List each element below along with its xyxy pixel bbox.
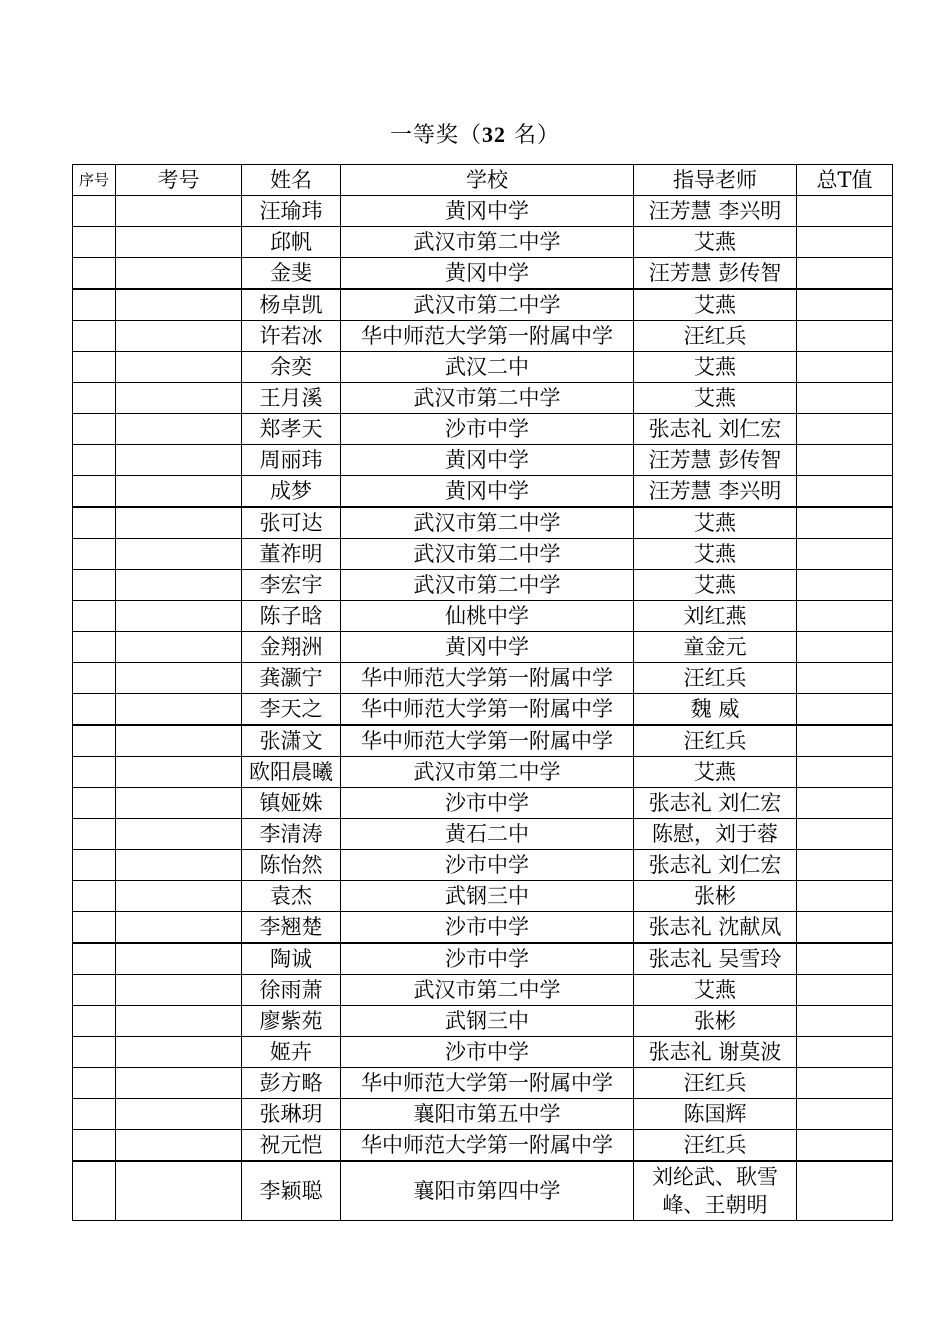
cell-name: 张可达 [242, 507, 341, 539]
table-row [73, 570, 893, 601]
cell-name: 廖紫苑 [242, 1006, 341, 1037]
table-row [73, 1161, 893, 1221]
cell-teacher: 汪红兵 [634, 321, 797, 352]
table-row [73, 1099, 893, 1130]
cell-exam-no [116, 289, 242, 321]
cell-name: 李清涛 [242, 819, 341, 850]
cell-index [73, 414, 116, 445]
table-row [73, 694, 893, 726]
table-row [73, 632, 893, 663]
cell-exam-no [116, 975, 242, 1006]
cell-t-score [797, 881, 893, 912]
cell-teacher: 艾燕 [634, 383, 797, 414]
cell-exam-no [116, 570, 242, 601]
table-row [73, 321, 893, 352]
cell-school: 黄石二中 [341, 819, 634, 850]
title-prefix: 一等奖（ [389, 123, 482, 148]
cell-index [73, 663, 116, 694]
cell-t-score [797, 476, 893, 508]
cell-teacher: 汪红兵 [634, 725, 797, 757]
cell-teacher: 艾燕 [634, 289, 797, 321]
cell-t-score [797, 819, 893, 850]
table-row [73, 788, 893, 819]
cell-index [73, 321, 116, 352]
table-row [73, 258, 893, 290]
cell-exam-no [116, 1068, 242, 1099]
cell-name: 郑孝天 [242, 414, 341, 445]
cell-name: 彭方略 [242, 1068, 341, 1099]
cell-school: 襄阳市第四中学 [341, 1161, 634, 1221]
cell-school: 武汉市第二中学 [341, 227, 634, 258]
cell-teacher: 陈国辉 [634, 1099, 797, 1130]
cell-index [73, 570, 116, 601]
cell-t-score [797, 788, 893, 819]
cell-school: 黄冈中学 [341, 258, 634, 290]
cell-index [73, 943, 116, 975]
cell-school: 沙市中学 [341, 850, 634, 881]
cell-teacher: 刘红燕 [634, 601, 797, 632]
cell-t-score [797, 352, 893, 383]
cell-name: 祝元恺 [242, 1130, 341, 1162]
cell-t-score [797, 1130, 893, 1162]
cell-school: 襄阳市第五中学 [341, 1099, 634, 1130]
cell-t-score [797, 383, 893, 414]
cell-name: 李宏宇 [242, 570, 341, 601]
cell-teacher: 艾燕 [634, 570, 797, 601]
cell-t-score [797, 227, 893, 258]
cell-index [73, 757, 116, 788]
cell-t-score [797, 196, 893, 227]
cell-t-score [797, 912, 893, 944]
cell-school: 黄冈中学 [341, 476, 634, 508]
table-row [73, 1006, 893, 1037]
cell-teacher: 艾燕 [634, 227, 797, 258]
cell-index [73, 1099, 116, 1130]
cell-teacher: 张彬 [634, 1006, 797, 1037]
cell-school: 华中师范大学第一附属中学 [341, 694, 634, 726]
cell-exam-no [116, 383, 242, 414]
cell-exam-no [116, 788, 242, 819]
cell-teacher: 艾燕 [634, 539, 797, 570]
cell-school: 武汉市第二中学 [341, 975, 634, 1006]
cell-exam-no [116, 414, 242, 445]
cell-exam-no [116, 912, 242, 944]
cell-t-score [797, 850, 893, 881]
cell-t-score [797, 289, 893, 321]
cell-school: 华中师范大学第一附属中学 [341, 725, 634, 757]
cell-index [73, 601, 116, 632]
cell-teacher: 艾燕 [634, 975, 797, 1006]
title-suffix: 名） [506, 123, 560, 148]
cell-school: 沙市中学 [341, 1037, 634, 1068]
cell-teacher: 陈慰，刘于蓉 [634, 819, 797, 850]
cell-t-score [797, 1099, 893, 1130]
cell-name: 许若冰 [242, 321, 341, 352]
cell-name: 汪瑜玮 [242, 196, 341, 227]
cell-index [73, 694, 116, 726]
cell-teacher: 汪芳慧 李兴明 [634, 196, 797, 227]
cell-name: 李翘楚 [242, 912, 341, 944]
cell-index [73, 383, 116, 414]
cell-index [73, 819, 116, 850]
cell-teacher: 张志礼 刘仁宏 [634, 414, 797, 445]
cell-index [73, 507, 116, 539]
cell-school: 武汉市第二中学 [341, 383, 634, 414]
cell-school: 仙桃中学 [341, 601, 634, 632]
cell-index [73, 850, 116, 881]
table-row [73, 757, 893, 788]
header-exam-no: 考号 [116, 165, 242, 196]
cell-exam-no [116, 725, 242, 757]
cell-t-score [797, 445, 893, 476]
cell-exam-no [116, 1130, 242, 1162]
cell-teacher: 汪芳慧 彭传智 [634, 445, 797, 476]
header-t-score: 总T值 [797, 165, 893, 196]
cell-name: 余奕 [242, 352, 341, 383]
cell-teacher: 张志礼 刘仁宏 [634, 850, 797, 881]
table-row [73, 601, 893, 632]
cell-name: 金翔洲 [242, 632, 341, 663]
cell-index [73, 539, 116, 570]
cell-school: 华中师范大学第一附属中学 [341, 1130, 634, 1162]
cell-teacher: 张彬 [634, 881, 797, 912]
cell-teacher: 张志礼 刘仁宏 [634, 788, 797, 819]
cell-exam-no [116, 694, 242, 726]
cell-exam-no [116, 539, 242, 570]
cell-t-score [797, 601, 893, 632]
cell-index [73, 445, 116, 476]
cell-exam-no [116, 601, 242, 632]
cell-exam-no [116, 258, 242, 290]
header-teacher: 指导老师 [634, 165, 797, 196]
cell-t-score [797, 507, 893, 539]
cell-exam-no [116, 1006, 242, 1037]
cell-t-score [797, 1037, 893, 1068]
table-row [73, 1037, 893, 1068]
table-row [73, 507, 893, 539]
cell-exam-no [116, 1099, 242, 1130]
cell-teacher: 魏 威 [634, 694, 797, 726]
cell-school: 武汉市第二中学 [341, 757, 634, 788]
cell-school: 沙市中学 [341, 788, 634, 819]
cell-teacher: 艾燕 [634, 352, 797, 383]
cell-teacher: 汪芳慧 李兴明 [634, 476, 797, 508]
cell-exam-no [116, 819, 242, 850]
cell-t-score [797, 663, 893, 694]
cell-teacher: 张志礼 吴雪玲 [634, 943, 797, 975]
cell-index [73, 1130, 116, 1162]
cell-teacher: 艾燕 [634, 507, 797, 539]
table-row [73, 445, 893, 476]
cell-name: 陈怡然 [242, 850, 341, 881]
cell-teacher: 张志礼 沈献凤 [634, 912, 797, 944]
cell-teacher: 汪芳慧 彭传智 [634, 258, 797, 290]
cell-t-score [797, 1161, 893, 1221]
cell-t-score [797, 321, 893, 352]
cell-name: 邱帆 [242, 227, 341, 258]
cell-name: 成梦 [242, 476, 341, 508]
table-row [73, 943, 893, 975]
cell-name: 张琳玥 [242, 1099, 341, 1130]
table-row [73, 196, 893, 227]
cell-name: 周丽玮 [242, 445, 341, 476]
cell-exam-no [116, 476, 242, 508]
table-row [73, 383, 893, 414]
cell-school: 华中师范大学第一附属中学 [341, 321, 634, 352]
cell-school: 沙市中学 [341, 414, 634, 445]
cell-teacher: 刘纶武、耿雪峰、王朝明 [634, 1161, 797, 1221]
cell-name: 徐雨萧 [242, 975, 341, 1006]
table-row [73, 1068, 893, 1099]
cell-exam-no [116, 227, 242, 258]
cell-name: 金斐 [242, 258, 341, 290]
table-row [73, 819, 893, 850]
cell-school: 华中师范大学第一附属中学 [341, 1068, 634, 1099]
cell-index [73, 227, 116, 258]
cell-school: 武钢三中 [341, 1006, 634, 1037]
cell-name: 董祚明 [242, 539, 341, 570]
cell-index [73, 258, 116, 290]
cell-teacher: 汪红兵 [634, 1130, 797, 1162]
cell-teacher: 汪红兵 [634, 663, 797, 694]
cell-index [73, 912, 116, 944]
cell-t-score [797, 414, 893, 445]
cell-index [73, 788, 116, 819]
cell-index [73, 725, 116, 757]
cell-name: 欧阳晨曦 [242, 757, 341, 788]
cell-t-score [797, 539, 893, 570]
cell-index [73, 352, 116, 383]
cell-name: 龚灏宁 [242, 663, 341, 694]
cell-exam-no [116, 445, 242, 476]
award-table [72, 164, 893, 1221]
cell-t-score [797, 632, 893, 663]
cell-exam-no [116, 632, 242, 663]
table-row [73, 476, 893, 508]
cell-name: 陶诚 [242, 943, 341, 975]
cell-name: 杨卓凯 [242, 289, 341, 321]
cell-t-score [797, 725, 893, 757]
cell-teacher: 汪红兵 [634, 1068, 797, 1099]
cell-index [73, 1068, 116, 1099]
cell-school: 沙市中学 [341, 912, 634, 944]
cell-index [73, 881, 116, 912]
cell-school: 武汉二中 [341, 352, 634, 383]
header-index: 序号 [73, 165, 116, 196]
cell-exam-no [116, 507, 242, 539]
cell-exam-no [116, 850, 242, 881]
cell-index [73, 476, 116, 508]
cell-name: 李天之 [242, 694, 341, 726]
cell-t-score [797, 1006, 893, 1037]
table-row [73, 663, 893, 694]
cell-teacher: 童金元 [634, 632, 797, 663]
table-row [73, 881, 893, 912]
cell-name: 张潇文 [242, 725, 341, 757]
table-body [73, 196, 893, 1221]
cell-school: 黄冈中学 [341, 445, 634, 476]
cell-t-score [797, 694, 893, 726]
cell-name: 李颖聪 [242, 1161, 341, 1221]
cell-index [73, 1161, 116, 1221]
header-row [73, 165, 893, 196]
header-name: 姓名 [242, 165, 341, 196]
table-row [73, 850, 893, 881]
cell-exam-no [116, 1037, 242, 1068]
table-row [73, 912, 893, 944]
cell-school: 武汉市第二中学 [341, 507, 634, 539]
cell-index [73, 196, 116, 227]
title-count: 32 [482, 122, 506, 147]
cell-index [73, 632, 116, 663]
cell-name: 袁杰 [242, 881, 341, 912]
cell-exam-no [116, 352, 242, 383]
cell-name: 王月溪 [242, 383, 341, 414]
cell-school: 武汉市第二中学 [341, 570, 634, 601]
table-row [73, 352, 893, 383]
table-row [73, 539, 893, 570]
cell-index [73, 975, 116, 1006]
cell-school: 黄冈中学 [341, 632, 634, 663]
cell-exam-no [116, 881, 242, 912]
cell-t-score [797, 570, 893, 601]
cell-teacher: 张志礼 谢莫波 [634, 1037, 797, 1068]
cell-t-score [797, 975, 893, 1006]
cell-exam-no [116, 757, 242, 788]
cell-school: 武钢三中 [341, 881, 634, 912]
cell-index [73, 289, 116, 321]
cell-index [73, 1006, 116, 1037]
cell-t-score [797, 1068, 893, 1099]
cell-t-score [797, 258, 893, 290]
cell-exam-no [116, 1161, 242, 1221]
cell-exam-no [116, 943, 242, 975]
cell-name: 姬卉 [242, 1037, 341, 1068]
table-row [73, 227, 893, 258]
cell-school: 黄冈中学 [341, 196, 634, 227]
table-row [73, 414, 893, 445]
cell-name: 陈子晗 [242, 601, 341, 632]
cell-exam-no [116, 663, 242, 694]
cell-exam-no [116, 321, 242, 352]
cell-school: 沙市中学 [341, 943, 634, 975]
cell-exam-no [116, 196, 242, 227]
cell-school: 武汉市第二中学 [341, 539, 634, 570]
table-row [73, 1130, 893, 1162]
page-title [0, 118, 950, 149]
cell-name: 镇娅姝 [242, 788, 341, 819]
cell-teacher: 艾燕 [634, 757, 797, 788]
table-row [73, 725, 893, 757]
table-row [73, 289, 893, 321]
cell-index [73, 1037, 116, 1068]
cell-school: 华中师范大学第一附属中学 [341, 663, 634, 694]
header-school: 学校 [341, 165, 634, 196]
table-row [73, 975, 893, 1006]
cell-school: 武汉市第二中学 [341, 289, 634, 321]
cell-t-score [797, 757, 893, 788]
cell-t-score [797, 943, 893, 975]
